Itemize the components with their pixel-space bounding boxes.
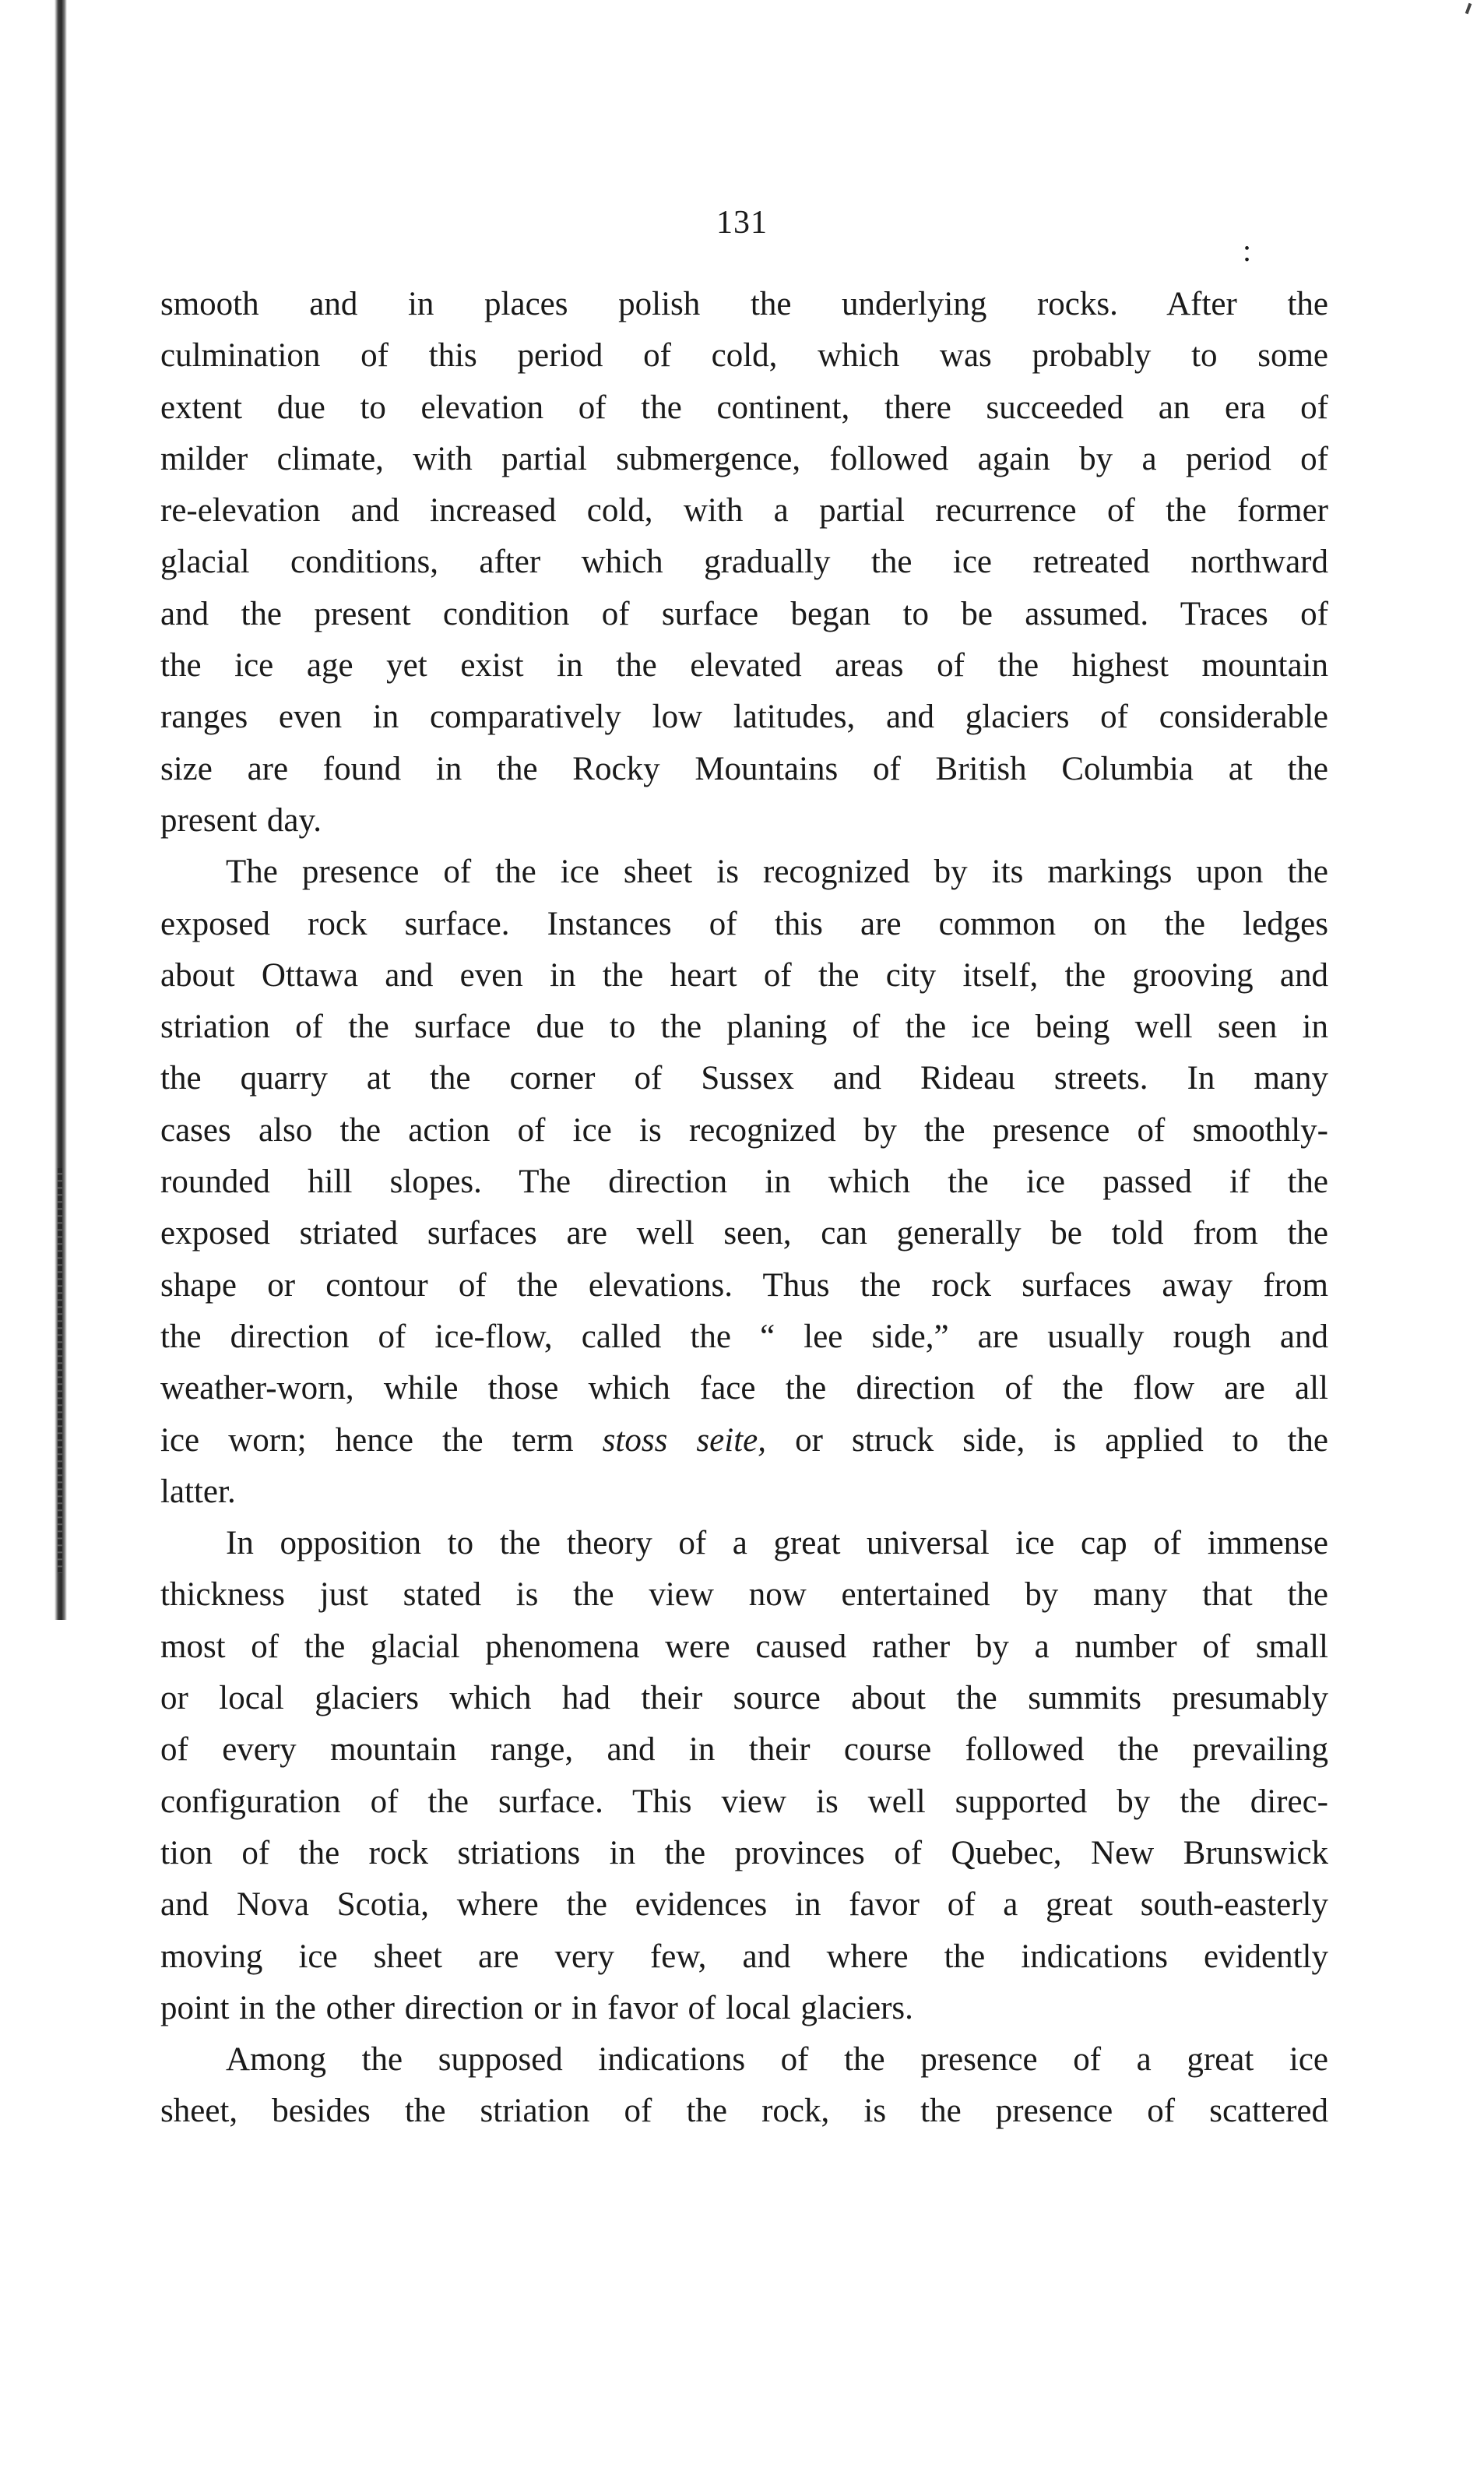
text-line: milder climate, with partial submergence, followed again by a period of [160, 440, 1328, 477]
text-line: The presence of the ice sheet is recognized by its markings upon the [226, 854, 1328, 891]
text-line: Among the supposed indications of the presence of a great ice [226, 2041, 1328, 2079]
text-line: and Nova Scotia, where the evidences in favor of a great south-easterly [160, 1886, 1328, 1924]
text-line: striation of the surface due to the planing of the ice being well seen in [160, 1009, 1328, 1046]
body-text [160, 279, 1328, 2138]
page-number: 131 [716, 205, 768, 241]
italic-term: stoss seite, [602, 1421, 766, 1459]
text-line: rounded hill slopes. The direction in which the ice passed if the [160, 1164, 1328, 1201]
text-line: extent due to elevation of the continent, there succeeded an era of [160, 389, 1328, 426]
text-line: cases also the action of ice is recognized by the presence of smoothly- [160, 1111, 1328, 1149]
text-line: re-elevation and increased cold, with a partial recurrence of the former [160, 492, 1328, 530]
text-line: the ice age yet exist in the elevated areas of the highest mountain [160, 647, 1328, 685]
text-line: point in the other direction or in favor of local glaciers. [160, 1989, 913, 2026]
text-line: smooth and in places polish the underlying rocks. After the [160, 286, 1328, 322]
text-line: thickness just stated is the view now entertained by many that the [160, 1576, 1328, 1614]
text-line: configuration of the surface. This view is well supported by the direc- [160, 1783, 1328, 1820]
text-line: In opposition to the theory of a great universal ice cap of immense [226, 1525, 1328, 1562]
text-line: present day. [160, 801, 322, 839]
text-line: sheet, besides the striation of the rock, is the presence of scattered [160, 2093, 1328, 2130]
text-line: tion of the rock striations in the provinces of Quebec, New Brunswick [160, 1834, 1328, 1871]
text-line: exposed rock surface. Instances of this are common on the ledges [160, 905, 1328, 942]
text-line: and the present condition of surface began to be assumed. Traces of [160, 595, 1328, 632]
text-line: culmination of this period of cold, which was probably to some [160, 337, 1328, 375]
text-line: shape or contour of the elevations. Thus the rock surfaces away from [160, 1266, 1328, 1304]
text-segment: or struck side, is applied to the [765, 1421, 1328, 1459]
text-line: latter. [160, 1473, 236, 1510]
text-line: the direction of ice-flow, called the “ lee side,” are usually rough and [160, 1318, 1328, 1355]
text-line: about Ottawa and even in the heart of the city itself, the grooving and [160, 956, 1328, 994]
text-line: size are found in the Rocky Mountains of British Columbia at the [160, 750, 1328, 787]
margin-mark: : [1243, 233, 1252, 268]
binding-edge-shadow [58, 1168, 62, 1573]
corner-mark [1465, 3, 1472, 15]
text-line: ranges even in comparatively low latitudes, and glaciers of considerable [160, 699, 1328, 736]
text-line: the quarry at the corner of Sussex and Rideau streets. In many [160, 1060, 1328, 1097]
text-line-with-italic [160, 1415, 1328, 1466]
text-line: exposed striated surfaces are well seen, can generally be told from the [160, 1215, 1328, 1252]
text-line: weather-worn, while those which face the direction of the flow are all [160, 1370, 1328, 1407]
text-line: of every mountain range, and in their course followed the prevailing [160, 1731, 1328, 1769]
text-segment: ice worn; hence the term [160, 1421, 603, 1459]
text-line: or local glaciers which had their source about the summits presumably [160, 1680, 1328, 1717]
text-line: most of the glacial phenomena were caused rather by a number of small [160, 1628, 1328, 1665]
text-line: glacial conditions, after which gradually the ice retreated northward [160, 544, 1328, 581]
text-line: moving ice sheet are very few, and where the indications evidently [160, 1938, 1328, 1975]
